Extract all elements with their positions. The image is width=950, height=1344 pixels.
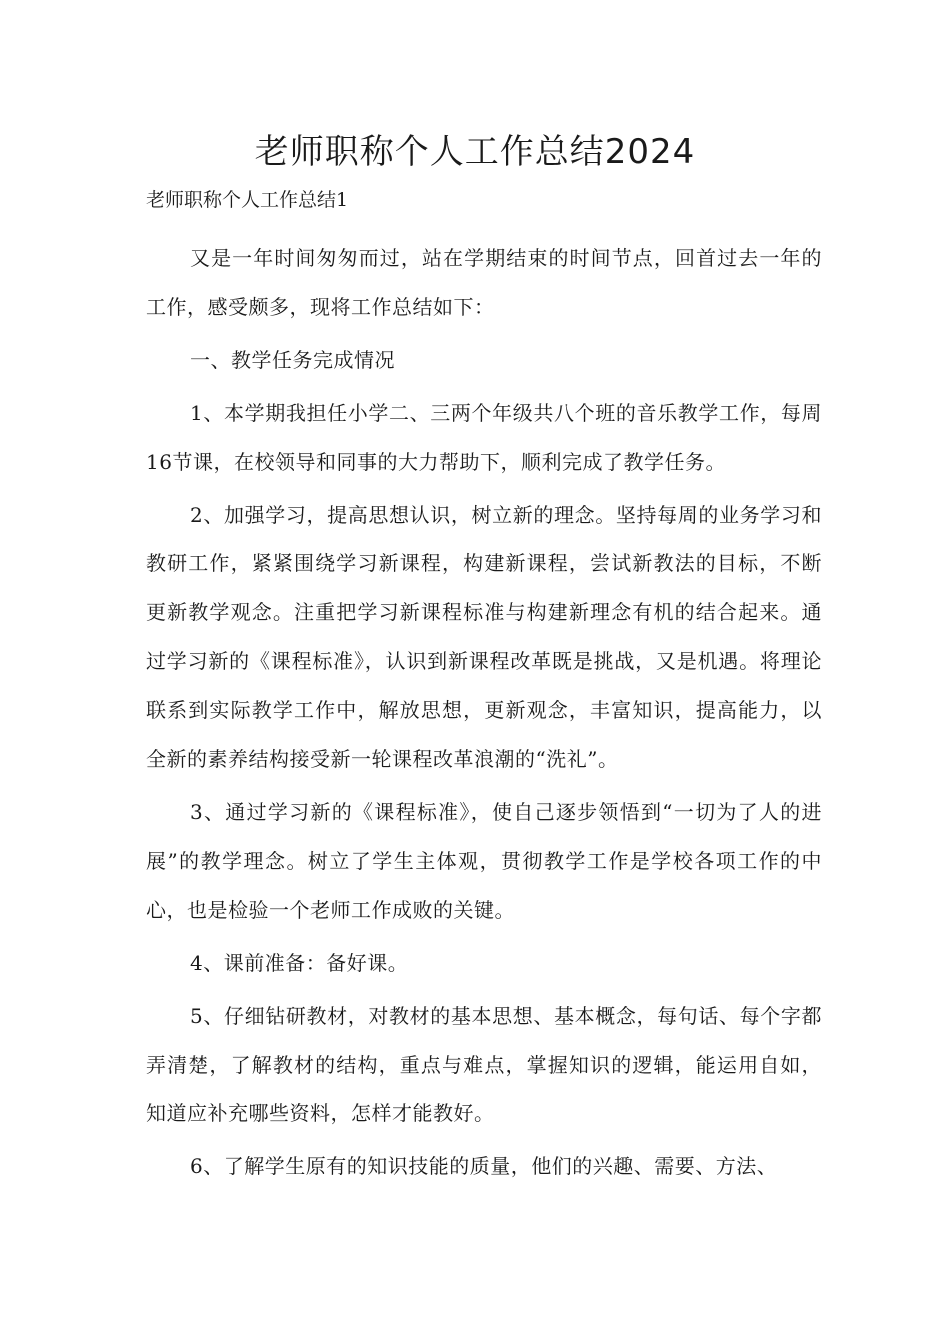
paragraph-item-6: 6、了解学生原有的知识技能的质量，他们的兴趣、需要、方法、: [190, 1154, 778, 1179]
document-subtitle: 老师职称个人工作总结1: [146, 189, 349, 211]
section-heading-teaching-tasks: 一、教学任务完成情况: [190, 347, 395, 372]
paragraph-item-4: 4、课前准备：备好课。: [190, 950, 409, 975]
paragraph-item-3: 3、通过学习新的《课程标准》，使自己逐步领悟到“一切为了人的进展”的教学理念。树立了学生主体观，贯彻教学工作是学校各项工作的中心，也是检验一个老师工作成败的关键。: [146, 799, 822, 922]
paragraph-item-5: 5、仔细钻研教材，对教材的基本思想、基本概念，每句话、每个字都弄清楚，了解教材的结构，重点与难点，掌握知识的逻辑，能运用自如，知道应补充哪些资料，怎样才能教好。: [146, 1003, 822, 1126]
paragraph-item-1: 1、本学期我担任小学二、三两个年级共八个班的音乐教学工作，每周16节课，在校领导和同事的大力帮助下，顺利完成了教学任务。: [146, 400, 822, 474]
document-title: 老师职称个人工作总结2024: [254, 132, 696, 172]
paragraph-intro: 又是一年时间匆匆而过，站在学期结束的时间节点，回首过去一年的工作，感受颇多，现将工作总结如下：: [146, 246, 822, 319]
document-body: [146, 234, 822, 1195]
paragraph-item-2: 2、加强学习，提高思想认识，树立新的理念。坚持每周的业务学习和教研工作，紧紧围绕学习新课程，构建新课程，尝试新教法的目标，不断更新教学观念。注重把学习新课程标准与构建新理念有机的结合起来。通过学习新的《课程标准》，认识到新课程改革既是挑战，又是机遇。将理论联系到实际教学工作中，解放思想，更新观念，丰富知识，提高能力，以全新的素养结构接受新一轮课程改革浪潮的“洗礼”。: [146, 502, 822, 772]
